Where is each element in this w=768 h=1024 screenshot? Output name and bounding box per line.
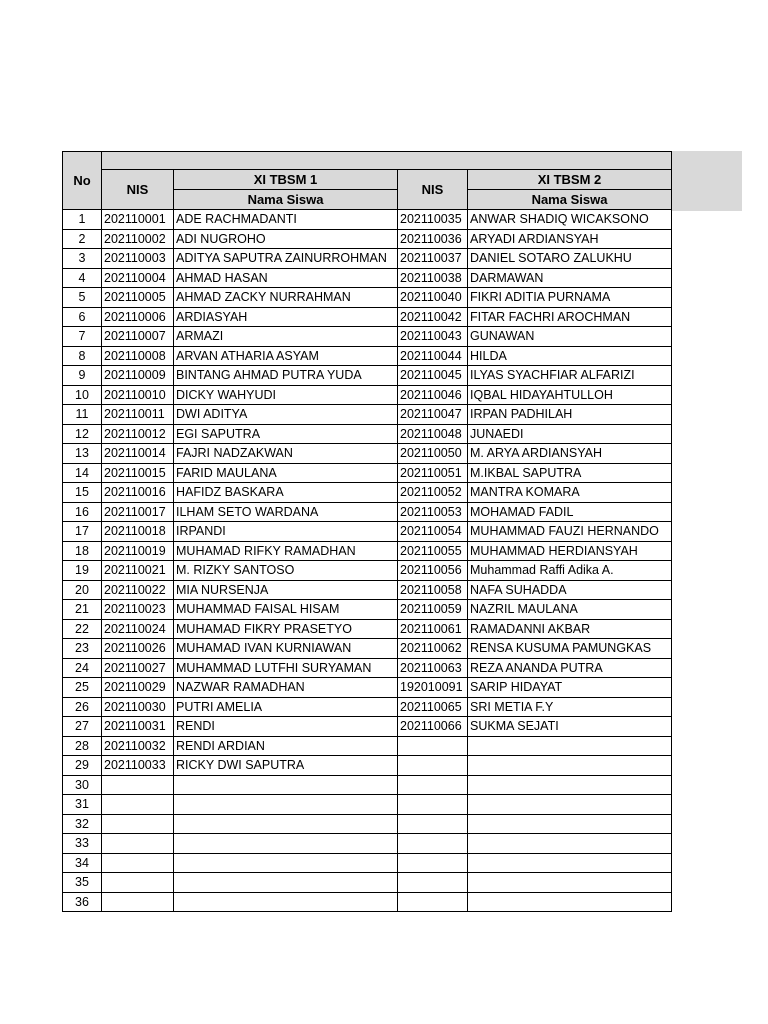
table-row: [63, 795, 672, 815]
nis-cell-class1: 202110021: [102, 561, 174, 581]
student-name-cell-class2: [468, 736, 672, 756]
row-number-cell: 1: [63, 210, 102, 230]
nis-cell-class2: 202110054: [398, 522, 468, 542]
nis-cell-class1: 202110016: [102, 483, 174, 503]
table-row: [63, 892, 672, 912]
nis-cell-class2: 202110059: [398, 600, 468, 620]
student-name-cell-class1: ADE RACHMADANTI: [174, 210, 398, 230]
student-name-cell-class2: GUNAWAN: [468, 327, 672, 347]
student-name-cell-class2: IQBAL HIDAYAHTULLOH: [468, 385, 672, 405]
nis-cell-class1: 202110022: [102, 580, 174, 600]
nis-cell-class2: 202110047: [398, 405, 468, 425]
row-number-cell: 28: [63, 736, 102, 756]
nis-cell-class1: 202110003: [102, 249, 174, 269]
row-number-cell: 22: [63, 619, 102, 639]
nis-cell-class2: 202110035: [398, 210, 468, 230]
nis-cell-class1: 202110031: [102, 717, 174, 737]
nis-cell-class1: [102, 795, 174, 815]
row-number-cell: 29: [63, 756, 102, 776]
table-row: [63, 541, 672, 561]
student-name-cell-class1: ARDIASYAH: [174, 307, 398, 327]
nis-cell-class1: 202110032: [102, 736, 174, 756]
student-name-cell-class1: ADITYA SAPUTRA ZAINURROHMAN: [174, 249, 398, 269]
student-table: [62, 151, 672, 912]
student-name-cell-class2: MOHAMAD FADIL: [468, 502, 672, 522]
nis1-header: NIS: [102, 170, 174, 210]
student-name-cell-class1: MIA NURSENJA: [174, 580, 398, 600]
nis-cell-class2: 202110063: [398, 658, 468, 678]
table-row: [63, 249, 672, 269]
nis-cell-class2: 202110058: [398, 580, 468, 600]
nis-cell-class1: [102, 834, 174, 854]
nis-cell-class1: [102, 892, 174, 912]
table-row: [63, 834, 672, 854]
table-row: [63, 658, 672, 678]
nis-cell-class1: 202110006: [102, 307, 174, 327]
nis-cell-class1: 202110004: [102, 268, 174, 288]
student-name-cell-class2: RENSA KUSUMA PAMUNGKAS: [468, 639, 672, 659]
row-number-cell: 33: [63, 834, 102, 854]
row-number-cell: 34: [63, 853, 102, 873]
nis-cell-class2: 202110055: [398, 541, 468, 561]
table-row: [63, 327, 672, 347]
table-row: [63, 463, 672, 483]
table-row: [63, 288, 672, 308]
nis-cell-class2: [398, 892, 468, 912]
class1-header: XI TBSM 1: [174, 170, 398, 190]
row-number-cell: 36: [63, 892, 102, 912]
student-name-cell-class2: ANWAR SHADIQ WICAKSONO: [468, 210, 672, 230]
student-name-cell-class1: ARMAZI: [174, 327, 398, 347]
student-name-cell-class2: NAZRIL MAULANA: [468, 600, 672, 620]
nis-cell-class2: 202110043: [398, 327, 468, 347]
nis-cell-class1: 202110001: [102, 210, 174, 230]
student-name-cell-class2: FIKRI ADITIA PURNAMA: [468, 288, 672, 308]
table-row: [63, 307, 672, 327]
student-name-cell-class2: ARYADI ARDIANSYAH: [468, 229, 672, 249]
table-row: [63, 405, 672, 425]
student-name-cell-class1: RENDI ARDIAN: [174, 736, 398, 756]
nis-cell-class2: 202110051: [398, 463, 468, 483]
nis-cell-class1: 202110008: [102, 346, 174, 366]
table-row: [63, 210, 672, 230]
nis-cell-class2: 202110044: [398, 346, 468, 366]
row-number-cell: 17: [63, 522, 102, 542]
student-name-cell-class1: PUTRI AMELIA: [174, 697, 398, 717]
student-name-cell-class1: ADI NUGROHO: [174, 229, 398, 249]
nis-cell-class2: 202110053: [398, 502, 468, 522]
table-row: [63, 639, 672, 659]
table-row: [63, 561, 672, 581]
student-name-cell-class2: [468, 873, 672, 893]
nis-cell-class2: 202110046: [398, 385, 468, 405]
row-number-cell: 35: [63, 873, 102, 893]
nis-cell-class1: 202110011: [102, 405, 174, 425]
student-name-cell-class2: MUHAMMAD FAUZI HERNANDO: [468, 522, 672, 542]
header-row-class: [63, 170, 672, 190]
student-name-cell-class2: FITAR FACHRI AROCHMAN: [468, 307, 672, 327]
row-number-cell: 18: [63, 541, 102, 561]
student-name-cell-class1: AHMAD HASAN: [174, 268, 398, 288]
student-name-cell-class2: MUHAMMAD HERDIANSYAH: [468, 541, 672, 561]
nis-cell-class2: 202110062: [398, 639, 468, 659]
name1-header: Nama Siswa: [174, 190, 398, 210]
student-name-cell-class2: DANIEL SOTARO ZALUKHU: [468, 249, 672, 269]
nis-cell-class2: 202110056: [398, 561, 468, 581]
table-row: [63, 775, 672, 795]
student-name-cell-class2: M. ARYA ARDIANSYAH: [468, 444, 672, 464]
student-name-cell-class1: BINTANG AHMAD PUTRA YUDA: [174, 366, 398, 386]
nis-cell-class2: 202110065: [398, 697, 468, 717]
table-row: [63, 346, 672, 366]
row-number-cell: 3: [63, 249, 102, 269]
nis-cell-class2: 202110050: [398, 444, 468, 464]
nis-cell-class2: [398, 834, 468, 854]
nis-cell-class2: 202110037: [398, 249, 468, 269]
nis-cell-class2: [398, 873, 468, 893]
nis-cell-class2: [398, 756, 468, 776]
row-number-cell: 25: [63, 678, 102, 698]
header-top-cell: [102, 152, 672, 170]
nis-cell-class1: 202110027: [102, 658, 174, 678]
student-name-cell-class1: [174, 775, 398, 795]
table-row: [63, 756, 672, 776]
header-top-strip: [63, 152, 672, 170]
nis-cell-class1: 202110007: [102, 327, 174, 347]
row-number-cell: 27: [63, 717, 102, 737]
table-row: [63, 814, 672, 834]
row-number-cell: 32: [63, 814, 102, 834]
nis-cell-class1: 202110026: [102, 639, 174, 659]
table-row: [63, 229, 672, 249]
student-name-cell-class2: [468, 814, 672, 834]
table-row: [63, 873, 672, 893]
student-name-cell-class1: DWI ADITYA: [174, 405, 398, 425]
name2-header: Nama Siswa: [468, 190, 672, 210]
table-body: [63, 210, 672, 912]
student-name-cell-class1: EGI SAPUTRA: [174, 424, 398, 444]
student-name-cell-class2: JUNAEDI: [468, 424, 672, 444]
table-row: [63, 600, 672, 620]
table-row: [63, 444, 672, 464]
nis-cell-class2: 202110061: [398, 619, 468, 639]
nis-cell-class2: 202110045: [398, 366, 468, 386]
table-row: [63, 385, 672, 405]
student-name-cell-class1: MUHAMMAD LUTFHI SURYAMAN: [174, 658, 398, 678]
row-number-cell: 10: [63, 385, 102, 405]
student-name-cell-class2: SUKMA SEJATI: [468, 717, 672, 737]
table-row: [63, 483, 672, 503]
nis-cell-class1: 202110015: [102, 463, 174, 483]
row-number-cell: 11: [63, 405, 102, 425]
nis-cell-class2: [398, 775, 468, 795]
row-number-cell: 4: [63, 268, 102, 288]
row-number-cell: 2: [63, 229, 102, 249]
student-name-cell-class1: IRPANDI: [174, 522, 398, 542]
row-number-cell: 30: [63, 775, 102, 795]
nis-cell-class2: 202110038: [398, 268, 468, 288]
nis-cell-class1: 202110002: [102, 229, 174, 249]
nis-cell-class1: 202110033: [102, 756, 174, 776]
nis-cell-class1: [102, 873, 174, 893]
nis-cell-class1: 202110010: [102, 385, 174, 405]
student-name-cell-class1: DICKY WAHYUDI: [174, 385, 398, 405]
student-name-cell-class2: [468, 756, 672, 776]
row-number-cell: 31: [63, 795, 102, 815]
student-name-cell-class1: RENDI: [174, 717, 398, 737]
row-number-cell: 14: [63, 463, 102, 483]
nis-cell-class1: 202110029: [102, 678, 174, 698]
student-name-cell-class2: [468, 775, 672, 795]
row-number-cell: 24: [63, 658, 102, 678]
student-name-cell-class2: RAMADANNI AKBAR: [468, 619, 672, 639]
nis-cell-class2: [398, 853, 468, 873]
student-name-cell-class1: AHMAD ZACKY NURRAHMAN: [174, 288, 398, 308]
student-name-cell-class1: MUHAMAD FIKRY PRASETYO: [174, 619, 398, 639]
row-number-cell: 15: [63, 483, 102, 503]
row-number-cell: 6: [63, 307, 102, 327]
student-name-cell-class2: ILYAS SYACHFIAR ALFARIZI: [468, 366, 672, 386]
student-name-cell-class1: MUHAMAD IVAN KURNIAWAN: [174, 639, 398, 659]
nis-cell-class1: 202110012: [102, 424, 174, 444]
table-row: [63, 366, 672, 386]
row-number-cell: 16: [63, 502, 102, 522]
nis-cell-class1: [102, 775, 174, 795]
student-name-cell-class2: SARIP HIDAYAT: [468, 678, 672, 698]
nis-cell-class1: 202110023: [102, 600, 174, 620]
student-name-cell-class1: M. RIZKY SANTOSO: [174, 561, 398, 581]
nis-cell-class1: [102, 853, 174, 873]
table-row: [63, 502, 672, 522]
student-name-cell-class1: [174, 814, 398, 834]
row-number-cell: 20: [63, 580, 102, 600]
row-number-cell: 13: [63, 444, 102, 464]
nis-cell-class2: [398, 736, 468, 756]
table-row: [63, 717, 672, 737]
student-name-cell-class2: [468, 892, 672, 912]
class2-header: XI TBSM 2: [468, 170, 672, 190]
nis-cell-class2: 202110042: [398, 307, 468, 327]
row-number-cell: 5: [63, 288, 102, 308]
row-number-cell: 7: [63, 327, 102, 347]
nis-cell-class2: [398, 795, 468, 815]
nis2-header: NIS: [398, 170, 468, 210]
student-name-cell-class2: [468, 795, 672, 815]
row-number-cell: 26: [63, 697, 102, 717]
student-name-cell-class2: [468, 853, 672, 873]
student-name-cell-class2: HILDA: [468, 346, 672, 366]
table-row: [63, 697, 672, 717]
student-name-cell-class1: MUHAMAD RIFKY RAMADHAN: [174, 541, 398, 561]
header-band-extension: [671, 151, 742, 211]
table-row: [63, 522, 672, 542]
student-name-cell-class2: IRPAN PADHILAH: [468, 405, 672, 425]
student-name-cell-class1: RICKY DWI SAPUTRA: [174, 756, 398, 776]
table-row: [63, 268, 672, 288]
student-name-cell-class1: ARVAN ATHARIA ASYAM: [174, 346, 398, 366]
student-name-cell-class2: M.IKBAL SAPUTRA: [468, 463, 672, 483]
nis-cell-class1: 202110009: [102, 366, 174, 386]
student-name-cell-class2: NAFA SUHADDA: [468, 580, 672, 600]
table-row: [63, 853, 672, 873]
student-name-cell-class2: DARMAWAN: [468, 268, 672, 288]
student-name-cell-class1: ILHAM SETO WARDANA: [174, 502, 398, 522]
table-header: [63, 152, 672, 210]
nis-cell-class1: 202110017: [102, 502, 174, 522]
student-name-cell-class2: [468, 834, 672, 854]
student-name-cell-class1: [174, 834, 398, 854]
student-name-cell-class1: [174, 795, 398, 815]
table-row: [63, 619, 672, 639]
student-name-cell-class1: FAJRI NADZAKWAN: [174, 444, 398, 464]
nis-cell-class1: 202110019: [102, 541, 174, 561]
nis-cell-class1: 202110014: [102, 444, 174, 464]
row-number-cell: 23: [63, 639, 102, 659]
nis-cell-class2: [398, 814, 468, 834]
student-name-cell-class2: MANTRA KOMARA: [468, 483, 672, 503]
student-name-cell-class1: [174, 892, 398, 912]
student-name-cell-class1: MUHAMMAD FAISAL HISAM: [174, 600, 398, 620]
student-name-cell-class1: NAZWAR RAMADHAN: [174, 678, 398, 698]
student-name-cell-class1: [174, 873, 398, 893]
nis-cell-class2: 192010091: [398, 678, 468, 698]
student-name-cell-class2: Muhammad Raffi Adika A.: [468, 561, 672, 581]
nis-cell-class2: 202110066: [398, 717, 468, 737]
student-name-cell-class2: SRI METIA F.Y: [468, 697, 672, 717]
row-number-cell: 21: [63, 600, 102, 620]
student-name-cell-class1: HAFIDZ BASKARA: [174, 483, 398, 503]
nis-cell-class1: 202110030: [102, 697, 174, 717]
row-number-cell: 12: [63, 424, 102, 444]
nis-cell-class1: [102, 814, 174, 834]
row-number-cell: 9: [63, 366, 102, 386]
nis-cell-class1: 202110005: [102, 288, 174, 308]
row-number-cell: 19: [63, 561, 102, 581]
no-header: No: [63, 152, 102, 210]
nis-cell-class2: 202110036: [398, 229, 468, 249]
nis-cell-class2: 202110040: [398, 288, 468, 308]
student-name-cell-class2: REZA ANANDA PUTRA: [468, 658, 672, 678]
table-row: [63, 678, 672, 698]
nis-cell-class2: 202110052: [398, 483, 468, 503]
student-name-cell-class1: [174, 853, 398, 873]
table-row: [63, 736, 672, 756]
nis-cell-class1: 202110018: [102, 522, 174, 542]
student-name-cell-class1: FARID MAULANA: [174, 463, 398, 483]
table-row: [63, 580, 672, 600]
table-row: [63, 424, 672, 444]
row-number-cell: 8: [63, 346, 102, 366]
nis-cell-class2: 202110048: [398, 424, 468, 444]
nis-cell-class1: 202110024: [102, 619, 174, 639]
